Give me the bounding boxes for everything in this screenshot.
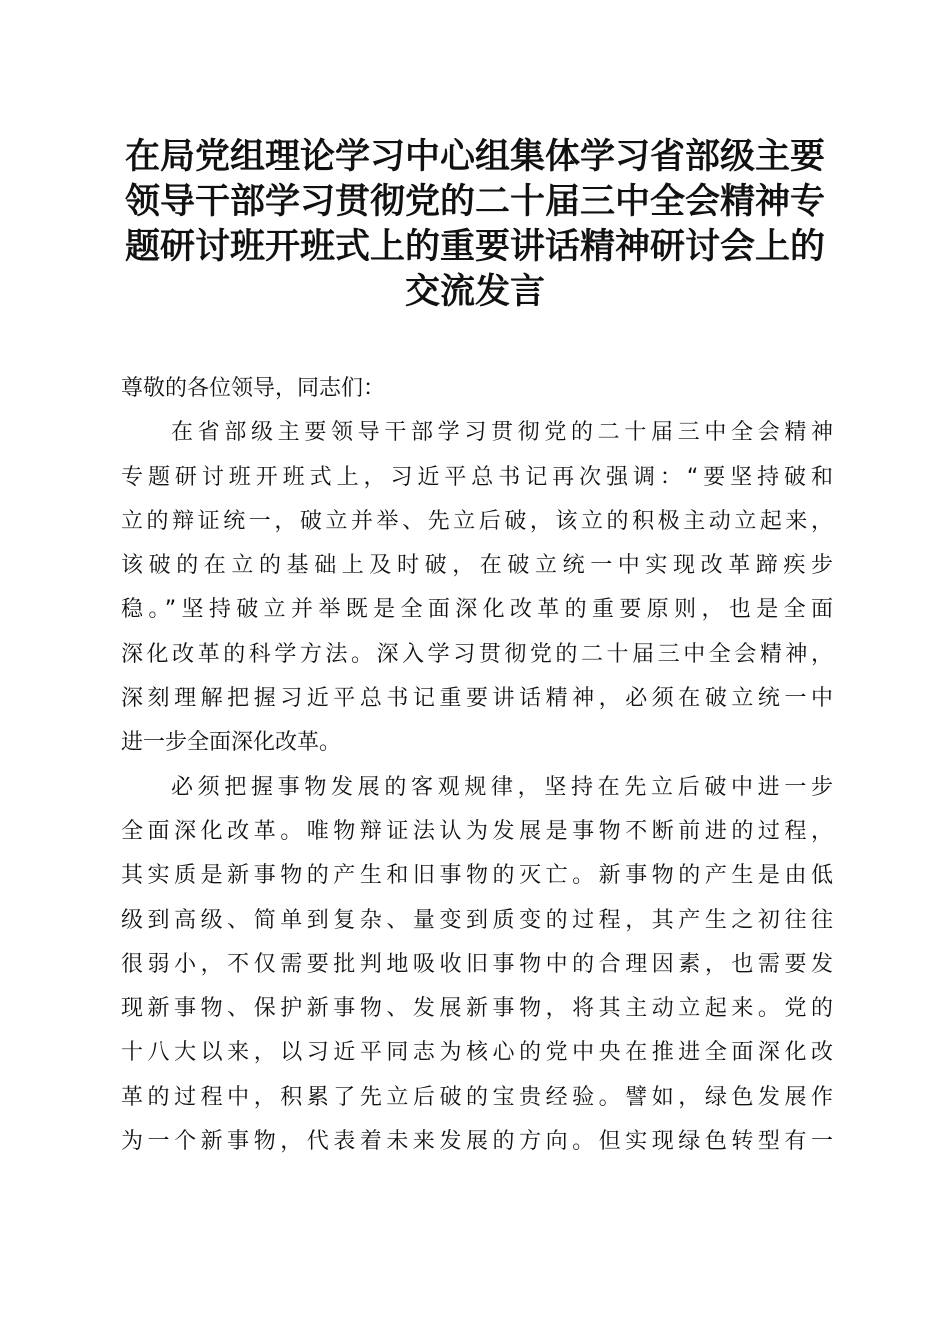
title-line: 在局党组理论学习中心组集体学习省部级主要 <box>124 136 825 177</box>
paragraph-line: 必须把握事物发展的客观规律，坚持在先立后破中进一步 <box>171 774 833 800</box>
paragraph-line: 深刻理解把握习近平总书记重要讲话精神，必须在破立统一中 <box>121 686 833 712</box>
paragraph-line: 革的过程中，积累了先立后破的宝贵经验。譬如，绿色发展作 <box>121 1084 833 1110</box>
paragraph-line: 其实质是新事物的产生和旧事物的灭亡。新事物的产生是由低 <box>121 863 833 889</box>
paragraph-line: 在省部级主要领导干部学习贯彻党的二十届三中全会精神 <box>171 420 833 446</box>
salutation: 尊敬的各位领导，同志们： <box>121 376 386 401</box>
paragraph-line: 为一个新事物，代表着未来发展的方向。但实现绿色转型有一 <box>121 1129 833 1155</box>
paragraph-line: 现新事物、保护新事物、发展新事物，将其主动立起来。党的 <box>121 996 833 1022</box>
document-body <box>121 367 833 1164</box>
title-line: 交流发言 <box>404 271 545 312</box>
paragraph-line: 进一步全面深化改革。 <box>121 730 342 756</box>
paragraph-line: 立的辩证统一，破立并举、先立后破，该立的积极主动立起来， <box>121 508 833 534</box>
paragraph-line: 专题研讨班开班式上，习近平总书记再次强调：“要坚持破和 <box>121 464 833 490</box>
paragraph-line: 很弱小，不仅需要批判地吸收旧事物中的合理因素，也需要发 <box>121 951 833 977</box>
paragraph-2 <box>121 766 833 1165</box>
paragraph-1 <box>121 411 833 765</box>
paragraph-line: 稳。”坚持破立并举既是全面深化改革的重要原则，也是全面 <box>121 597 833 623</box>
paragraph-line: 全面深化改革。唯物辩证法认为发展是事物不断前进的过程， <box>121 818 833 844</box>
paragraph-line: 该破的在立的基础上及时破，在破立统一中实现改革蹄疾步 <box>121 553 833 579</box>
title-line: 领导干部学习贯彻党的二十届三中全会精神专 <box>124 181 825 222</box>
paragraph-line: 深化改革的科学方法。深入学习贯彻党的二十届三中全会精神， <box>121 641 833 667</box>
paragraph-line: 十八大以来，以习近平同志为核心的党中央在推进全面深化改 <box>121 1040 833 1066</box>
document-title <box>110 134 840 314</box>
paragraph-line: 级到高级、简单到复杂、量变到质变的过程，其产生之初往往 <box>121 907 833 933</box>
title-line: 题研讨班开班式上的重要讲话精神研讨会上的 <box>124 226 825 267</box>
